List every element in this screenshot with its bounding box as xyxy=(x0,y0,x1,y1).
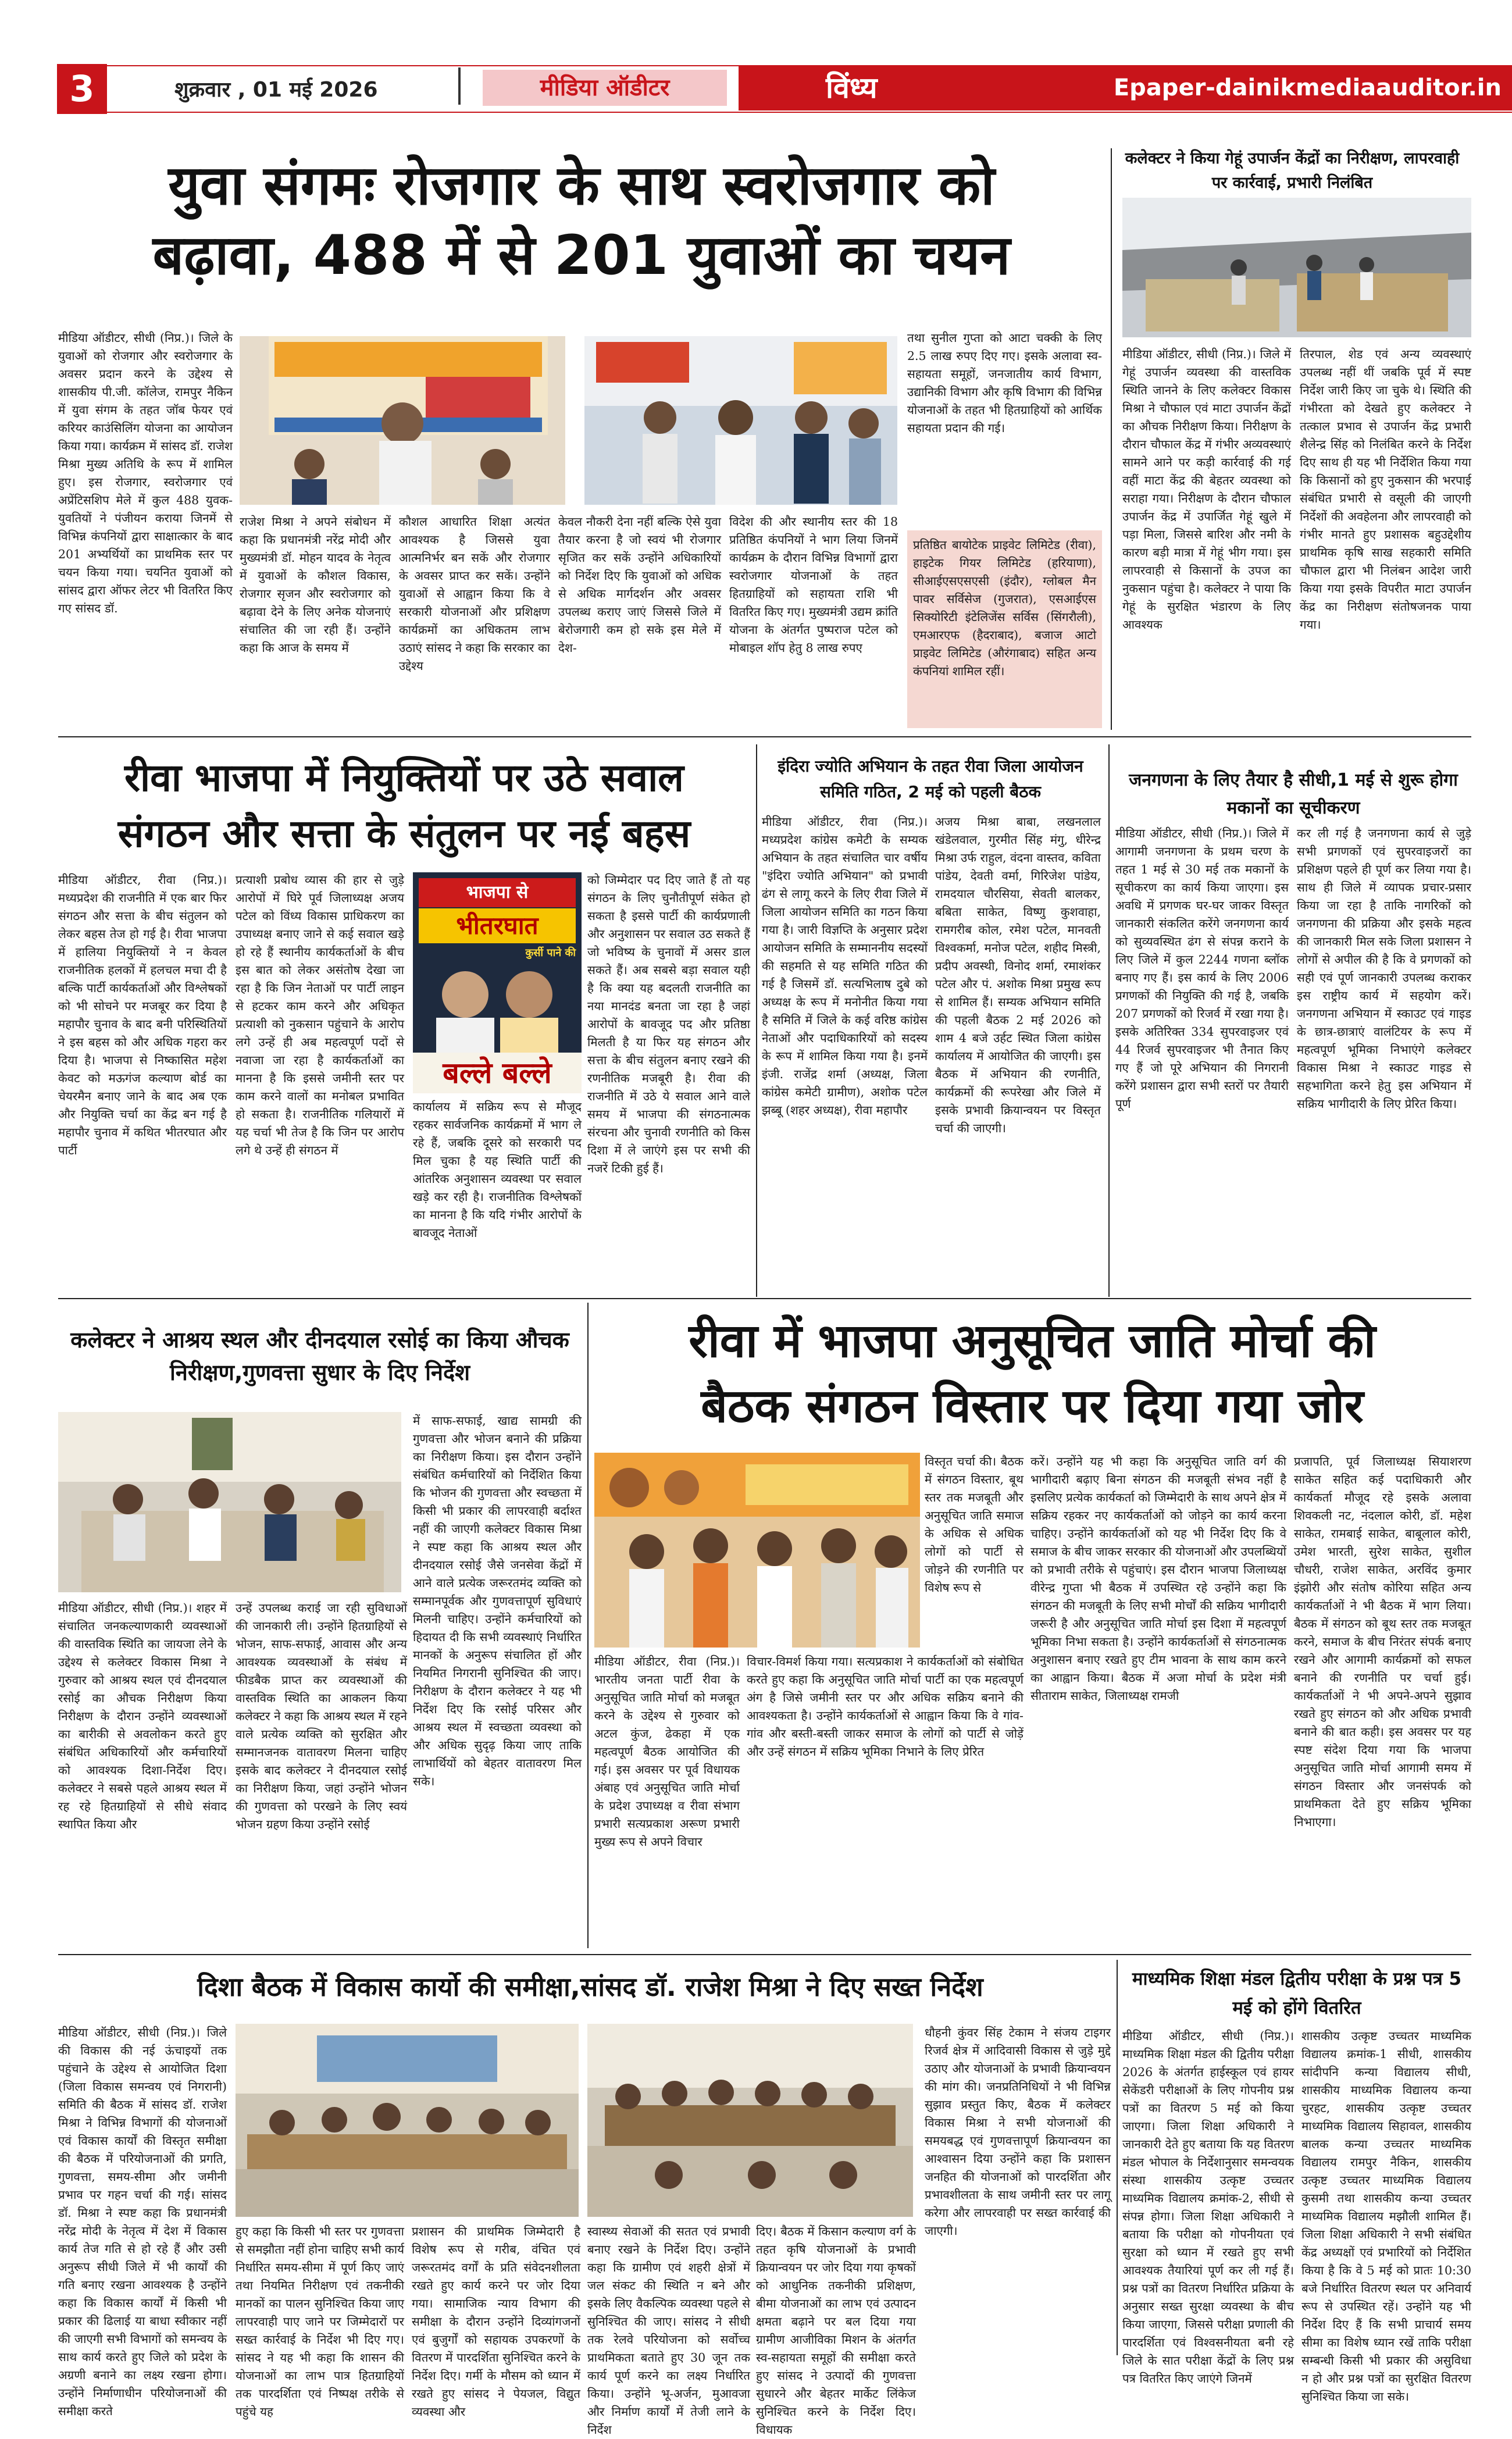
madhyamik-headline: माध्यमिक शिक्षा मंडल द्वितीय परीक्षा के प्रश्न पत्र 5 मई को होंगे वितरित xyxy=(1132,1969,1462,2019)
yuva-headline-line2: बढ़ावा, 488 में से 201 युवाओं का चयन xyxy=(152,224,1011,287)
website-link[interactable]: Epaper-dainikmediaauditor.in xyxy=(1024,65,1512,110)
yuva-col1: मीडिया ऑडीटर, सीधी (निप्र.)। जिले के युवाओं को रोजगार और स्वरोजगार के अवसर प्रदान करने के उद्देश्य से शासकीय पी.जी. कॉलेज, रामपुर नैकिन में युवा संगम के तहत जॉब फेयर एवं करियर काउंसिलिंग योजना का आयोजन किया गया। कार्यक्रम में सांसद डॉ. राजेश मिश्रा मुख्य अतिथि के रूप में शामिल हुए। इस रोजगार, स्वरोजगार एवं अप्रेंटिसशिप मेले में कुल 488 युवक-युवतियों ने पंजीयन कराया जिनमें से विभिन्न कंपनियों द्वारा साक्षात्कार के बाद 201 अभ्यर्थियों का प्राथमिक स्तर पर चयन किया गया। चयनित युवाओं को सांसद द्वारा ऑफर लेटर भी वितरित किए गए सांसद डॉ. xyxy=(58,331,233,615)
disha-photo-2-image xyxy=(587,2024,913,2217)
poster-people-image xyxy=(413,960,582,1053)
anusuchit-photo-image xyxy=(594,1453,920,1648)
rewa-bjp-headline xyxy=(58,750,750,862)
rewa-bjp-col1: मीडिया ऑडीटर, रीवा (निप्र.)। मध्यप्रदेश की राजनीति में एक बार फिर संगठन और सत्ता के बीच संतुलन को लेकर बहस तेज हो गई है। रीवा भाजपा में हालिया नियुक्तियों ने न केवल राजनीतिक हलकों में हलचल मचा दी है बल्कि पार्टी कार्यकर्ताओं और विश्लेषकों को भी सोचने पर मजबूर कर दिया है महापौर चुनाव के बाद बनी परिस्थितियों ने इस बहस को और अधिक गहरा कर दिया है। भाजपा से निष्कासित महेश केवट को मऊगंज कल्याण बोर्ड का चेयरमैन बनाए जाने के बाद अब एक और नियुक्ति चर्चा का केंद्र बन गई है महापौर चुनाव में कथित भीतरघात और पार्टी xyxy=(58,873,227,1157)
yuva-col6-top: तथा सुनील गुप्ता को आटा चक्की के लिए 2.5 लाख रुपए दिए गए। इसके अलावा स्व-सहायता समूहों, जनजातीय कार्य विभाग, उद्यानिकी विभाग और कृषि विभाग की विभिन्न योजनाओं के तहत भी हितग्राहियों को आर्थिक सहायता प्रदान की गई। xyxy=(907,331,1102,435)
janganana-headline: जनगणना के लिए तैयार है सीधी,1 मई से शुरू होगा मकानों का सूचीकरण xyxy=(1129,770,1458,818)
gehu-headline: कलेक्टर ने किया गेहूं उपार्जन केंद्रों का निरीक्षण, लापरवाही पर कार्रवाई, प्रभारी निलंबित xyxy=(1125,149,1460,192)
yuva-photo-2-image xyxy=(584,336,897,505)
anusuchit-headline-line2: बैठक संगठन विस्तार पर दिया गया जोर xyxy=(701,1379,1364,1433)
disha-photo-1 xyxy=(236,2024,579,2217)
yuva-companies-box: प्रतिष्ठित बायोटेक प्राइवेट लिमिटेड (रीवा), हाइटेक गियर लिमिटेड (हरियाणा), सीआईएसएसएसी (इंदौर), ग्लोबल मैन पावर सर्विसेज (गुजरात), एसआईएस सिक्योरिटी इंटेलिजेंस सर्विस (सिंगरौली), एमआरएफ (हैदराबाद), बजाज आटो प्राइवेट लिमिटेड (औरंगाबाद) सहित अन्य कंपनियां शामिल रहीं। xyxy=(907,530,1102,728)
anusuchit-col2: विचार-विमर्श किया गया। सत्यप्रकाश ने कार्यकर्ताओं को संबोधित करते हुए कहा कि अनुसूचित जाति मोर्चा पार्टी का एक महत्वपूर्ण अंग है जिसे जमीनी स्तर पर और अधिक सक्रिय बनाने की आवश्यकता है। उन्होंने कार्यकर्ताओं से आह्वान किया कि वे गांव-गांव और बस्ती-बस्ती जाकर समाज के लोगों को पार्टी से जोड़ें और उन्हें संगठन में सक्रिय भूमिका निभाने के लिए प्रेरित xyxy=(747,1654,1024,1759)
disha-col3: प्रशासन की प्राथमिक जिम्मेदारी है विशेष रूप से गरीब, वंचित एवं जरूरतमंद वर्गों के प्रति संवेदनशीलता रखते हुए कार्य करने पर जोर दिया गया। सामाजिक न्याय विभाग की समीक्षा के दौरान उन्होंने दिव्यांगजनों एवं बुजुर्गों को सहायक उपकरणों के वितरण में पारदर्शिता सुनिश्चित करने के निर्देश दिए। गर्मी के मौसम को ध्यान में रखते हुए सांसद ने पेयजल, विद्युत व्यवस्था और xyxy=(412,2224,580,2419)
yuva-col5: विदेश की और स्थानीय स्तर की 18 प्रतिष्ठित कंपनियों ने भाग लिया जिनमें कार्यक्रम के दौरान विभिन्न विभागों द्वारा स्वरोजगार योजनाओं के तहत हितग्राहियों को सहायता राशि भी वितरित किए गए। मुख्यमंत्री उद्यम क्रांति योजना के अंतर्गत पुष्पराज पटेल को मोबाइल शॉप हेतु 8 लाख रुपए xyxy=(729,515,898,655)
disha-headline: दिशा बैठक में विकास कार्यो की समीक्षा,सांसद डॉ. राजेश मिश्रा ने दिए सख्त निर्देश xyxy=(197,1971,983,2002)
gehu-col2: तिरपाल, शेड एवं अन्य व्यवस्थाएं उपलब्ध नहीं थीं जबकि पूर्व में स्पष्ट निर्देश जारी किए जा चुके थे। स्थिति की गंभीरता को देखते हुए कलेक्टर ने तत्काल प्रभाव से उपार्जन केंद्र प्रभारी शैलेन्द्र सिंह को निलंबित करने के निर्देश दिए साथ ही यह भी निर्देशित किया गया कि किसानों को हुए नुकसान की भरपाई संबंधित प्रभारी से वसूली की जाएगी निर्देशों की अवहेलना और लापरवाही को गंभीर मानते हुए प्रशासक बहुउद्देशीय प्राथमिक कृषि साख सहकारी समिति चौफाल द्वारा भी निलंबन आदेश जारी किया गया इसके विपरीत माटा उपार्जन केंद्र का निरीक्षण संतोषजनक पाया गया। xyxy=(1300,347,1471,632)
column-rule xyxy=(587,1303,589,1948)
madhyamik-col2: शासकीय उत्कृष्ट उच्चतर माध्यमिक विद्यालय क्रमांक-1 सीधी, शासकीय सांदीपनि कन्या विद्यालय सीधी, शासकीय माध्यमिक विद्यालय कन्या चुरहट, शासकीय उत्कृष्ट उच्चतर माध्यमिक विद्यालय सिहावल, शासकीय बालक कन्या उच्चतर माध्यमिक विद्यालय रामपुर नैकिन, शासकीय उत्कृष्ट उच्चतर माध्यमिक विद्यालय कुसमी तथा शासकीय कन्या उच्चतर माध्यमिक विद्यालय मझौली शामिल हैं। जिला शिक्षा अधिकारी ने सभी संबंधित केंद्र अध्यक्षों एवं प्रभारियों को निर्देशित किया है कि वे 5 मई को प्रातः 10:30 बजे निर्धारित वितरण स्थल पर अनिवार्य रूप से उपस्थित रहें। उन्होंने यह भी निर्देश दिए हैं कि सभी प्राचार्य समय सीमा का विशेष ध्यान रखें ताकि परीक्षा सम्बन्धी किसी भी प्रकार की असुविधा न हो और प्रश्न पत्रों का सुरक्षित वितरण सुनिश्चित किया जा सके। xyxy=(1301,2029,1471,2404)
yuva-col3: कौशल आधारित शिक्षा अत्यंत आवश्यक है जिससे युवा आत्मनिर्भर बन सकें और रोजगार के अवसर प्राप्त कर सकें। उन्होंने युवाओं से आह्वान किया कि वे सरकारी योजनाओं और प्रशिक्षण कार्यक्रमों का अधिकतम लाभ उठाएं सांसद ने कहा कि सरकार का उद्देश्य xyxy=(399,515,550,673)
anusuchit-col1: मीडिया ऑडीटर, रीवा (निप्र.)। भारतीय जनता पार्टी रीवा के अनुसूचित जाति मोर्चा को मजबूत करने के उद्देश्य से गुरुवार को अटल कुंज, ढेकहा में एक महत्वपूर्ण बैठक आयोजित की गई। इस अवसर पर पूर्व विधायक अंबाह एवं अनुसूचित जाति मोर्चा के प्रदेश उपाध्यक्ष व रीवा संभाग प्रभारी सत्यप्रकाश अरूण प्रभारी मुख्य रूप से अपने विचार xyxy=(594,1654,740,1849)
column-rule xyxy=(756,744,757,1297)
yuva-col2: राजेश मिश्रा ने अपने संबोधन में कहा कि प्रधानमंत्री नरेंद्र मोदी और मुख्यमंत्री डॉ. मोहन यादव के नेतृत्व में युवाओं के कौशल विकास, रोजगार सृजन और स्वरोजगार को बढ़ावा देने के लिए अनेक योजनाएं संचालित की जा रही हैं। उन्होंने कहा कि आज के समय में xyxy=(240,515,391,655)
paper-name: मीडिया ऑडीटर xyxy=(483,70,727,106)
ashray-headline: कलेक्टर ने आश्रय स्थल और दीनदयाल रसोई का किया औचक निरीक्षण,गुणवत्ता सुधार के दिए निर्देश xyxy=(70,1327,569,1385)
anusuchit-photo xyxy=(594,1453,920,1648)
yuva-headline xyxy=(58,151,1105,291)
anusuchit-headline xyxy=(593,1308,1471,1439)
yuva-photo-1 xyxy=(240,336,565,505)
rewa-bjp-headline-line2: संगठन और सत्ता के संतुलन पर नई बहस xyxy=(117,811,691,856)
column-rule xyxy=(1111,148,1112,730)
indira-headline: इंदिरा ज्योति अभियान के तहत रीवा जिला आयोजन समिति गठित, 2 मई को पहली बैठक xyxy=(778,757,1083,801)
gehu-photo-image xyxy=(1122,198,1471,337)
poster-line4: बल्ले बल्ले xyxy=(413,1053,582,1093)
ashray-col3: में साफ-सफाई, खाद्य सामग्री की गुणवत्ता और भोजन बनाने की प्रक्रिया का निरीक्षण किया। इस दौरान उन्होंने संबंधित कर्मचारियों को निर्देशित किया कि भोजन की गुणवत्ता और स्वच्छता में किसी भी प्रकार की लापरवाही बर्दाश्त नहीं की जाएगी कलेक्टर विकास मिश्रा ने स्पष्ट कहा कि आश्रय स्थल और दीनदयाल रसोई जैसे जनसेवा केंद्रों में आने वाले प्रत्येक जरूरतमंद व्यक्ति को सम्मानपूर्वक और गुणवत्तापूर्ण सुविधाएं मिलनी चाहिए। उन्होंने कर्मचारियों को हिदायत दी कि सभी व्यवस्थाएं निर्धारित मानकों के अनुरूप संचालित हों और नियमित निगरानी सुनिश्चित की जाए। निरीक्षण के दौरान कलेक्टर ने यह भी निर्देश दिए कि रसोई परिसर और आश्रय स्थल में स्वच्छता व्यवस्था को और अधिक सुदृढ़ किया जाए ताकि लाभार्थियों को बेहतर वातावरण मिल सके। xyxy=(413,1414,582,1788)
janganana-col2: कर ली गई है जनगणना कार्य से जुड़े सभी प्रगणकों एवं सुपरवाइजरों का प्रशिक्षण पहले ही पूर्ण कर लिया गया है। साथ ही जिले में व्यापक प्रचार-प्रसार किया जा रहा है ताकि नागरिकों को जनगणना की प्रक्रिया और इसके महत्व की जानकारी मिल सके जिला प्रशासन ने लोगों से अपील की है कि वे प्रगणकों को सही एवं पूर्ण जानकारी उपलब्ध कराकर इस राष्ट्रीय कार्य में सहयोग करें। जनगणना अभियान में स्काउट एवं गाइड के छात्र-छात्राएं वालंटियर के रूप में महत्वपूर्ण भूमिका निभाएंगे कलेक्टर विकास मिश्रा ने स्काउट गाइड से सहभागिता करने हेतु इस अभियान में सक्रिय भागीदारी के लिए प्रेरित किया। xyxy=(1297,826,1471,1111)
ashray-col1: मीडिया ऑडीटर, सीधी (निप्र.)। शहर में संचालित जनकल्याणकारी व्यवस्थाओं की वास्तविक स्थिति का जायजा लेने के उद्देश्य से कलेक्टर विकास मिश्रा ने गुरुवार को आश्रय स्थल एवं दीनदयाल रसोई का औचक निरीक्षण किया निरीक्षण के दौरान उन्होंने व्यवस्थाओं का बारीकी से अवलोकन करते हुए संबंधित अधिकारियों और कर्मचारियों को आवश्यक दिशा-निर्देश दिए। कलेक्टर ने सबसे पहले आश्रय स्थल में रह रहे हितग्राहियों से सीधे संवाद स्थापित किया और xyxy=(58,1601,227,1831)
region-label: विंध्य xyxy=(739,65,1111,110)
rewa-bjp-col-mid: कार्यालय में सक्रिय रूप से मौजूद रहकर सार्वजनिक कार्यक्रमों में भाग ले रहे हैं, जबकि दूसरे को सरकारी पद मिल चुका है यह स्थिति पार्टी की आंतरिक अनुशासन व्यवस्था पर सवाल खड़े कर रही है। राजनीतिक विश्लेषकों का मानना है कि यदि गंभीर आरोपों के बावजूद नेताओं xyxy=(413,1100,582,1240)
issue-date: शुक्रवार , 01 मई 2026 xyxy=(174,78,378,102)
poster-line2: भीतरघात xyxy=(419,908,576,943)
indira-col1: मीडिया ऑडीटर, रीवा (निप्र.)। मध्यप्रदेश कांग्रेस कमेटी के सम्यक अभियान के तहत संचालित चार वर्षीय "इंदिरा ज्योति अभियान" को प्रभावी ढंग से लागू करने के लिए रीवा जिले में जिला आयोजन समिति का गठन किया गया है। जारी विज्ञप्ति के अनुसार प्रदेश आयोजन समिति के सम्माननीय सदस्यों की सहमति से यह समिति गठित की गई है जिसमें डॉ. सत्यभिलाष दुबे को अध्यक्ष के रूप में मनोनीत किया गया है समिति में जिले के कई वरिष्ठ कांग्रेस नेताओं और पदाधिकारियों को सदस्य के रूप में शामिल किया गया है। इनमें इंजी. राजेंद्र शर्मा (अध्यक्ष, जिला कांग्रेस कमेटी ग्रामीण), अशोक पटेल झब्बू (शहर अध्यक्ष), रीवा महापौर xyxy=(762,815,928,1117)
page-number: 3 xyxy=(57,64,107,114)
section-divider xyxy=(58,1298,1471,1299)
disha-col1: मीडिया ऑडीटर, सीधी (निप्र.)। जिले की विकास की नई ऊंचाइयों तक पहुंचाने के उद्देश्य से आयोजित दिशा (जिला विकास समन्वय एवं निगरानी) समिति की बैठक में सांसद डॉ. राजेश मिश्रा ने विभिन्न विभागों की योजनाओं एवं विकास कार्यों की विस्तृत समीक्षा की बैठक में परियोजनाओं की प्रगति, गुणवत्ता, समय-सीमा और जमीनी प्रभाव पर गहन चर्चा की गई। सांसद डॉ. मिश्रा ने स्पष्ट कहा कि प्रधानमंत्री नरेंद्र मोदी के नेतृत्व में देश में विकास कार्य तेज गति से हो रहे हैं और उसी अनुरूप सीधी जिले में भी कार्यों की गति बनाए रखना आवश्यक है उन्होंने कहा कि विकास कार्यों में किसी भी प्रकार की ढिलाई या बाधा स्वीकार नहीं की जाएगी सभी विभागों को समन्वय के साथ कार्य करते हुए जिले को प्रदेश के अग्रणी बनाने का लक्ष्य रखना होगा। उन्होंने निर्माणाधीन परियोजनाओं की समीक्षा करते xyxy=(58,2026,227,2418)
yuva-photo-1-image xyxy=(240,336,565,505)
column-rule xyxy=(1117,1960,1118,2355)
madhyamik-col1: मीडिया ऑडीटर, सीधी (निप्र.)। माध्यमिक शिक्षा मंडल की द्वितीय परीक्षा 2026 के अंतर्गत हाईस्कूल एवं हायर सेकेंडरी परीक्षाओं के लिए गोपनीय प्रश्न पत्रों का वितरण 5 मई को किया जाएगा। जिला शिक्षा अधिकारी ने जानकारी देते हुए बताया कि यह वितरण मंडल भोपाल के निर्देशानुसार समन्वयक संस्था शासकीय उत्कृष्ट उच्चतर माध्यमिक विद्यालय क्रमांक-2, सीधी से संपन्न होगा। जिला शिक्षा अधिकारी ने बताया कि परीक्षा को गोपनीयता एवं सुरक्षा को ध्यान में रखते हुए सभी आवश्यक तैयारियां पूर्ण कर ली गई हैं। प्रश्न पत्रों का वितरण निर्धारित प्रक्रिया के अनुसार सख्त सुरक्षा व्यवस्था के बीच किया जाएगा, जिससे परीक्षा प्रणाली की पारदर्शिता एवं विश्वसनीयता बनी रहे जिले के सात परीक्षा केंद्रों के लिए प्रश्न पत्र वितरित किए जाएंगे जिनमें xyxy=(1122,2029,1294,2385)
disha-col4: स्वास्थ्य सेवाओं की सतत एवं प्रभावी बनाए रखने के निर्देश दिए। उन्होंने कहा कि ग्रामीण एवं शहरी क्षेत्रों में जल संकट की स्थिति न बने और इसके लिए वैकल्पिक व्यवस्था पहले से सुनिश्चित की जाए। सांसद ने सीधी तक रेलवे परियोजना को सर्वोच्च प्राथमिकता बताते हुए 30 जून तक कार्य पूर्ण करने का लक्ष्य निर्धारित किया। उन्होंने भू-अर्जन, मुआवजा और निर्माण कार्यों में तेजी लाने के निर्देश xyxy=(587,2224,750,2437)
yuva-col4: केवल नौकरी देना नहीं बल्कि ऐसे युवा तैयार करना है जो स्वयं भी रोजगार सृजित कर सकें उन्होंने अधिकारियों को निर्देश दिए कि युवाओं को अधिक से अधिक मार्गदर्शन और अवसर उपलब्ध कराए जाएं जिससे जिले में बेरोजगारी कम हो सके इस मेले में देश- xyxy=(558,515,721,655)
masthead xyxy=(0,0,1512,110)
disha-col2: हुए कहा कि किसी भी स्तर पर गुणवत्ता से समझौता नहीं होना चाहिए सभी कार्य निर्धारित समय-सीमा में पूर्ण किए जाएं तथा नियमित निरीक्षण एवं तकनीकी मानकों का पालन सुनिश्चित किया जाए लापरवाही पाए जाने पर जिम्मेदारों पर सख्त कार्रवाई के निर्देश भी दिए गए। सांसद ने यह भी कहा कि शासन की योजनाओं का लाभ पात्र हितग्राहियों तक पारदर्शिता एवं निष्पक्ष तरीके से पहुंचे यह xyxy=(236,2224,404,2419)
disha-col5: दिए। बैठक में किसान कल्याण वर्ग के तहत कृषि योजनाओं के प्रभावी क्रियान्वयन पर जोर दिया गया कृषकों को आधुनिक तकनीकी प्रशिक्षण, बीमा योजनाओं का लाभ एवं उत्पादन क्षमता बढ़ाने पर बल दिया गया ग्रामीण आजीविका मिशन के अंतर्गत स्व-सहायता समूहों की समीक्षा करते हुए सांसद ने उत्पादों की गुणवत्ता सुधारने और बेहतर मार्केट लिंकेज सुनिश्चित करने के निर्देश दिए। विधायक xyxy=(756,2224,916,2437)
masthead-divider xyxy=(458,67,461,105)
column-rule xyxy=(1108,744,1110,1297)
ashray-col2: उन्हें उपलब्ध कराई जा रही सुविधाओं की जानकारी ली। उन्होंने हितग्राहियों से भोजन, साफ-सफाई, आवास और अन्य आवश्यक व्यवस्थाओं के संबंध में फीडबैक प्राप्त कर व्यवस्थाओं की वास्तविक स्थिति का आकलन किया कलेक्टर ने कहा कि आश्रय स्थल में रहने वाले प्रत्येक व्यक्ति को सुरक्षित और सम्मानजनक वातावरण मिलना चाहिए इसके बाद कलेक्टर ने दीनदयाल रसोई का निरीक्षण किया, जहां उन्होंने भोजन की गुणवत्ता को परखने के लिए स्वयं भोजन ग्रहण किया उन्होंने रसोई xyxy=(236,1601,407,1831)
poster-line3: कुर्सी पाने की xyxy=(525,947,576,959)
disha-col6: धौहनी कुंवर सिंह टेकाम ने संजय टाइगर रिजर्व क्षेत्र में आदिवासी विकास से जुड़े मुद्दे उठाए और योजनाओं के प्रभावी क्रियान्वयन की मांग की। जनप्रतिनिधियों ने भी विभिन्न सुझाव प्रस्तुत किए, बैठक में कलेक्टर विकास मिश्रा ने सभी योजनाओं की समयबद्ध एवं गुणवत्तापूर्ण क्रियान्वयन का आश्वासन दिया उन्होंने कहा कि प्रशासन जनहित की योजनाओं को पारदर्शिता और प्रभावशीलता के साथ जमीनी स्तर पर लागू करेगा और लापरवाही पर सख्त कार्रवाई की जाएगी। xyxy=(925,2026,1111,2238)
gehu-col1: मीडिया ऑडीटर, सीधी (निप्र.)। जिले में गेहूं उपार्जन व्यवस्था की वास्तविक स्थिति जानने के लिए कलेक्टर विकास मिश्रा ने चौफाल एवं माटा उपार्जन केंद्रों का औचक निरीक्षण किया। निरीक्षण के दौरान चौफाल केंद्र में गंभीर अव्यवस्थाएं सामने आने पर कड़ी कार्रवाई की गई वहीं माटा केंद्र की बेहतर व्यवस्था को सराहा गया। निरीक्षण के दौरान चौफाल उपार्जन केंद्र में उपार्जित गेहूं खुले में पड़ा मिला, जिससे बारिश और नमी के कारण बड़ी मात्रा में गेहूं भीग गया। इस लापरवाही से किसानों के उपज का नुकसान पहुंचा है। कलेक्टर ने पाया कि गेहूं के सुरक्षित भंडारण के लिए आवश्यक xyxy=(1122,347,1291,632)
anusuchit-col4: प्रजापति, पूर्व जिलाध्यक्ष सियाशरण साकेत सहित कई पदाधिकारी और कार्यकर्ता मौजूद रहे इसके अलावा शिवकली नट, नंदलाल कोरी, डॉ. महेश साकेत, रामबाई साकेत, बाबूलाल कोरी, उमेश भारती, सुरेश साकेत, सुशील चौधरी, राजेश साकेत, अरविंद कुमार इंझोरी और संतोष कोरिया सहित अन्य कार्यकर्ताओं ने भी बैठक में भाग लिया। बैठक में संगठन को बूथ स्तर तक मजबूत करने, समाज के बीच निरंतर संपर्क बनाए रखने और आगामी कार्यक्रमों को सफल बनाने की रणनीति पर चर्चा हुई। कार्यकर्ताओं ने भी अपने-अपने सुझाव रखते हुए संगठन को और अधिक प्रभावी बनाने की बात कही। इस अवसर पर यह स्पष्ट संदेश दिया गया कि भाजपा अनुसूचित जाति मोर्चा आगामी समय में संगठन विस्तार और जनसंपर्क को प्राथमिकता देते हुए सक्रिय भूमिका निभाएगा। xyxy=(1294,1454,1471,1829)
poster-line1: भाजपा से xyxy=(419,878,576,907)
rewa-bjp-poster-frame xyxy=(413,872,582,1093)
yuva-photo-2 xyxy=(584,336,897,505)
rewa-bjp-col2: प्रत्याशी प्रबोध व्यास की हार से जुड़े आरोपों में घिरे पूर्व जिलाध्यक्ष अजय पटेल को विंध्य विकास प्राधिकरण का उपाध्यक्ष बनाए जाने से कई सवाल खड़े हो रहे हैं स्थानीय कार्यकर्ताओं के बीच इस बात को लेकर असंतोष देखा जा रहा है कि जिन नेताओं पर पार्टी लाइन से हटकर काम करने और अधिकृत प्रत्याशी को नुकसान पहुंचाने के आरोप लगे उन्हें ही अब महत्वपूर्ण पदों से नवाजा जा रहा है कार्यकर्ताओं का मानना है कि इससे जमीनी स्तर पर काम करने वालों का मनोबल प्रभावित हो सकता है। राजनीतिक गलियारों में यह चर्चा भी तेज है कि जिन पर आरोप लगे थे उन्हें ही संगठन में xyxy=(236,873,404,1157)
disha-photo-2 xyxy=(587,2024,913,2217)
section-divider xyxy=(58,736,1471,737)
indira-col2: अजय मिश्रा बाबा, लखनलाल खंडेलवाल, गुरमीत सिंह मंगु, धीरेन्द्र मिश्रा उर्फ राहुल, वंदना वास्तव, कविता पांडेय, देवती वर्मा, गिरिजेश पांडेय, रामदयाल चौरसिया, सेवती बालकर, बबिता साकेत, विष्णु कुशवाहा, रामगरीब कोल, रमेश पटेल, मानवती विश्वकर्मा, मनोज पटेल, शहीद मिस्त्री, प्रदीप अवस्थी, विनोद शर्मा, रमाशंकर पटेल और पं. अशोक मिश्रा प्रमुख रूप से शामिल हैं। सम्यक अभियान समिति की पहली बैठक 2 मई 2026 को शाम 4 बजे उर्हट स्थित जिला कांग्रेस कार्यालय में आयोजित की जाएगी। इस बैठक में अभियान की रणनीति, कार्यक्रमों की रूपरेखा और जिले में इसके प्रभावी क्रियान्वयन पर विस्तृत चर्चा की जाएगी। xyxy=(935,815,1101,1135)
anusuchit-col-side: विस्तृत चर्चा की। बैठक में संगठन विस्तार, बूथ स्तर तक मजबूती और अनुसूचित जाति समाज के अधिक से अधिक लोगों को पार्टी से जोड़ने की रणनीति पर विशेष रूप से xyxy=(925,1454,1024,1595)
anusuchit-col3: करें। उन्होंने यह भी कहा कि अनुसूचित जाति वर्ग की भागीदारी बढ़ाए बिना संगठन की मजबूती संभव नहीं है इसलिए प्रत्येक कार्यकर्ता को जिम्मेदारी के साथ अपने क्षेत्र में सक्रिय रहकर नए कार्यकर्ताओं को जोड़ने का कार्य करना चाहिए। उन्होंने कार्यकर्ताओं को यह भी निर्देश दिए कि वे समाज के बीच जाकर सरकार की योजनाओं और उपलब्धियों को प्रभावी तरीके से पहुंचाएं। इस दौरान भाजपा जिलाध्यक्ष वीरेन्द्र गुप्ता भी बैठक में उपस्थित रहे उन्होंने कहा कि संगठन की मजबूती के लिए सभी मोर्चों की सक्रिय भागीदारी जरूरी है और अनुसूचित जाति मोर्चा इस दिशा में महत्वपूर्ण भूमिका निभा सकता है। उन्होंने कार्यकर्ताओं से संगठनात्मक अनुशासन बनाए रखते हुए टीम भावना के साथ काम करने का आह्वान किया। बैठक में अजा मोर्चा के प्रदेश मंत्री सीताराम साकेत, जिलाध्यक्ष रामजी xyxy=(1030,1454,1286,1703)
rewa-bjp-headline-line1: रीवा भाजपा में नियुक्तियों पर उठे सवाल xyxy=(124,755,684,800)
janganana-col1: मीडिया ऑडीटर, सीधी (निप्र.)। जिले में आगामी जनगणना के प्रथम चरण के तहत 1 मई से 30 मई तक मकानों के सूचीकरण का कार्य किया जाएगा। इस अवधि में प्रगणक घर-घर जाकर विस्तृत जानकारी संकलित करेंगे जनगणना कार्य को सुव्यवस्थित ढंग से संपन्न कराने के लिए जिले में कुल 2244 गणना ब्लॉक बनाए गए हैं। इस कार्य के लिए 2006 प्रगणकों की नियुक्ति की गई है, जबकि 207 प्रगणकों को रिजर्व में रखा गया है। इसके अतिरिक्त 334 सुपरवाइजर एवं 44 रिजर्व सुपरवाइजर भी तैनात किए गए हैं जो पूरे अभियान की निगरानी करेंगे प्रशासन द्वारा सभी स्तरों पर तैयारी पूर्ण xyxy=(1115,826,1289,1111)
section-divider xyxy=(58,1954,1471,1955)
yuva-headline-line1: युवा संगमः रोजगार के साथ स्वरोजगार को xyxy=(168,154,995,217)
disha-photo-1-image xyxy=(236,2024,579,2217)
gehu-photo xyxy=(1122,198,1471,337)
rewa-bjp-col3: को जिम्मेदार पद दिए जाते हैं तो यह संगठन के लिए चुनौतीपूर्ण संकेत हो सकता है इससे पार्टी की कार्यप्रणाली और अनुशासन पर सवाल उठ सकते हैं जो भविष्य के चुनावों में असर डाल सकते हैं। अब सबसे बड़ा सवाल यही है कि क्या यह बदलती राजनीति का नया मानदंड बनता जा रहा है जहां आरोपों के बावजूद पद और प्रतिष्ठा मिलती है या फिर यह संगठन और सत्ता के बीच संतुलन बनाए रखने की रणनीतिक मजबूरी है। रीवा की राजनीति में उठे ये सवाल आने वाले समय में भाजपा की संगठनात्मक संरचना और चुनावी रणनीति को किस दिशा में ले जाएंगे इस पर सभी की नजरें टिकी हुई हैं। xyxy=(587,873,750,1175)
ashray-photo-image xyxy=(58,1412,401,1592)
ashray-photo xyxy=(58,1412,401,1592)
anusuchit-headline-line1: रीवा में भाजपा अनुसूचित जाति मोर्चा की xyxy=(689,1314,1376,1368)
